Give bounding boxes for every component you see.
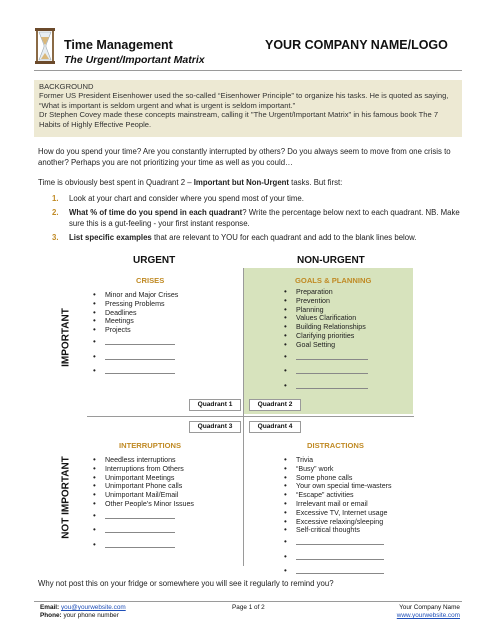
quadrant-1-title: CRISES [136,276,165,285]
step-bold: What % of time do you spend in each quadrant [69,208,243,217]
blank-line-item[interactable] [92,523,194,538]
hourglass-icon [34,28,56,64]
background-heading: BACKGROUND [39,82,94,91]
list-item: • Irrelevant mail or email [283,500,392,509]
closing-text: Why not post this on your fridge or somewhere you will see it regularly to remind you? [38,579,334,588]
step-number: 3. [52,233,59,242]
list-item: • Some phone calls [283,474,392,483]
step-text: Look at your chart and consider where you spend most of your time. [69,194,304,203]
footer-website-link[interactable]: www.yourwebsite.com [396,612,460,619]
list-item: • Trivia [283,456,392,465]
list-item: • Planning [283,306,366,315]
column-header-urgent: URGENT [133,255,176,266]
footer-contact [40,604,126,620]
list-item: • Self-critical thoughts [283,526,392,535]
step-bold: List specific examples [69,233,152,242]
blank-line-item[interactable] [283,535,392,550]
list-item: • Building Relationships [283,323,366,332]
intro-lead [38,177,464,188]
blank-line-item[interactable] [283,379,366,394]
list-item: • “Busy” work [283,465,392,474]
list-item: • Unimportant Mail/Email [92,491,194,500]
header-divider [34,70,462,71]
quadrant-3-list [92,456,194,553]
row-header-important: IMPORTANT [60,308,72,367]
list-item: • Projects [92,326,178,335]
intro-lead-a: Time is obviously best spent in Quadrant 2 – [38,178,194,187]
list-item: • Preparation [283,288,366,297]
matrix-vertical-axis [243,268,244,566]
page-title: Time Management [64,38,173,52]
list-item: • Needless interruptions [92,456,194,465]
footer-email-label: Email: [40,604,60,611]
step-text: that are relevant to YOU for each quadrant and add to the blank lines below. [151,233,417,242]
step-item [50,193,464,204]
quadrant-1-label: Quadrant 1 [189,399,241,411]
quadrant-2-label: Quadrant 2 [249,399,301,411]
quadrant-4-list [283,456,392,579]
blank-line-item[interactable] [283,550,392,565]
background-paragraph-1: Former US President Eisenhower used the so-called “Eisenhower Principle” to organize his tasks. He is quoted as saying, “What is important is seldom urgent and what is urgent is seldom important.” [39,91,449,110]
footer-email-row [40,604,126,612]
step-item [50,207,464,229]
footer-phone: your phone number [63,612,119,619]
blank-line-item[interactable] [92,538,194,553]
matrix-horizontal-axis [87,416,414,417]
quadrant-3-title: INTERRUPTIONS [119,441,182,450]
list-item: • Interruptions from Others [92,465,194,474]
list-item: • Values Clarification [283,314,366,323]
row-header-not-important: NOT IMPORTANT [60,456,72,539]
step-text: ? Write the percentage below next to each quadrant. NB. Make sure this is a gut-feeling - your first instant response. [69,208,460,228]
footer-divider [34,601,462,602]
quadrant-1-list [92,291,178,379]
blank-line-item[interactable] [92,364,178,379]
page-subtitle: The Urgent/Important Matrix [64,54,205,66]
list-item: • Minor and Major Crises [92,291,178,300]
intro-question: How do you spend your time? Are you constantly interrupted by others? Do you always seem to move from one crisis to another? Perhaps you are not prioritizing your time as well as you could… [38,147,451,167]
footer-company [388,604,460,620]
footer-phone-row [40,612,126,620]
quadrant-2-title: GOALS & PLANNING [295,276,372,285]
list-item: • Other People’s Minor Issues [92,500,194,509]
background-box [34,80,462,137]
blank-line-item[interactable] [92,335,178,350]
step-item [50,232,464,243]
footer-company-name: Your Company Name [399,604,460,611]
intro-lead-b: tasks. But first: [289,178,343,187]
list-item: • Goal Setting [283,341,366,350]
list-item: • “Escape” activities [283,491,392,500]
quadrant-3-label: Quadrant 3 [189,421,241,433]
blank-line-item[interactable] [92,350,178,365]
company-logo-placeholder: YOUR COMPANY NAME/LOGO [265,38,448,52]
steps-list [50,193,464,246]
list-item: • Excessive relaxing/sleeping [283,518,392,527]
list-item: • Prevention [283,297,366,306]
footer-page-number: Page 1 of 2 [232,604,265,611]
list-item: • Deadlines [92,309,178,318]
blank-line-item[interactable] [92,509,194,524]
list-item: • Excessive TV, Internet usage [283,509,392,518]
column-header-non-urgent: NON-URGENT [297,255,365,266]
blank-line-item[interactable] [283,350,366,365]
list-item: • Clarifying priorities [283,332,366,341]
list-item: • Unimportant Meetings [92,474,194,483]
list-item: • Pressing Problems [92,300,178,309]
blank-line-item[interactable] [283,564,392,579]
quadrant-2-list [283,288,366,393]
list-item: • Unimportant Phone calls [92,482,194,491]
footer-phone-label: Phone: [40,612,62,619]
blank-line-item[interactable] [283,364,366,379]
quadrant-4-label: Quadrant 4 [249,421,301,433]
step-number: 2. [52,208,59,217]
list-item: • Meetings [92,317,178,326]
intro-lead-bold: Important but Non-Urgent [193,178,290,187]
step-number: 1. [52,194,59,203]
background-paragraph-2: Dr Stephen Covey made these concepts mainstream, calling it "The Urgent/Important Matrix" in his famous book The 7 Habits of Highly Effective People. [39,110,439,129]
list-item: • Your own special time-wasters [283,482,392,491]
footer-email-link[interactable]: you@yourwebsite.com [60,604,126,611]
quadrant-4-title: DISTRACTIONS [307,441,364,450]
